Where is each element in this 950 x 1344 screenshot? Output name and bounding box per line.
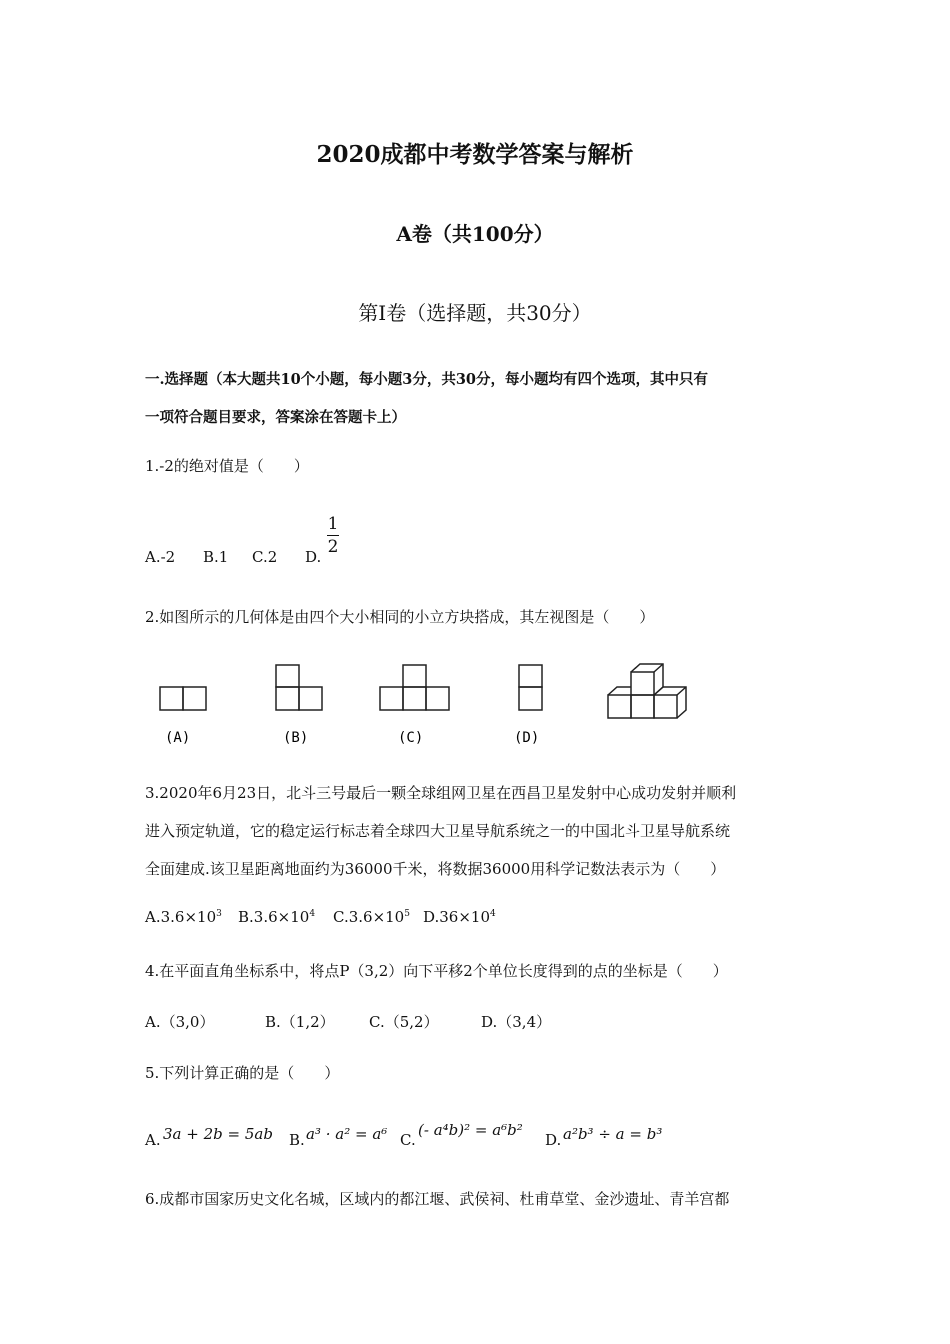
q2-figures xyxy=(150,660,710,755)
fraction-numerator: 1 xyxy=(327,514,339,534)
figure-c-label: (C) xyxy=(398,730,424,746)
q5-label-d: D. xyxy=(545,1131,562,1149)
question-1-stem: 1.-2的绝对值是（ ） xyxy=(145,457,309,475)
figure-a-label: (A) xyxy=(165,730,191,746)
q1-option-c: C.2 xyxy=(252,548,278,566)
q1-option-d: D. xyxy=(305,548,322,566)
figure-a-view xyxy=(160,687,206,710)
figure-c-view xyxy=(380,665,449,710)
q5-expr-a: 3a + 2b = 5ab xyxy=(163,1125,273,1143)
section-instruction-line2: 一项符合题目要求，答案涂在答题卡上） xyxy=(145,409,406,426)
question-1-options xyxy=(145,548,321,566)
question-3-line1: 3.2020年6月23日，北斗三号最后一颗全球组网卫星在西昌卫星发射中心成功发射并顺利 xyxy=(145,784,737,802)
q1-option-a: A.-2 xyxy=(145,548,176,566)
q4-option-a: A.（3,0） xyxy=(145,1013,215,1031)
fraction-bar xyxy=(327,535,339,536)
q5-label-a: A. xyxy=(145,1131,161,1149)
q5-label-c: C. xyxy=(400,1131,416,1149)
question-6-stem: 6.成都市国家历史文化名城，区域内的都江堰、武侯祠、杜甫草堂、金沙遗址、青羊宫都 xyxy=(145,1190,730,1208)
q4-option-d: D.（3,4） xyxy=(481,1013,552,1031)
question-3-line3: 全面建成.该卫星距离地面约为36000千米，将数据36000用科学记数法表示为（ ） xyxy=(145,860,726,878)
figure-b-view xyxy=(276,665,322,710)
question-2-stem: 2.如图所示的几何体是由四个大小相同的小立方块搭成，其左视图是（ ） xyxy=(145,608,655,626)
part-heading: 第I卷（选择题，共30分） xyxy=(358,301,592,325)
question-4-stem: 4.在平面直角坐标系中，将点P（3,2）向下平移2个单位长度得到的点的坐标是（ ） xyxy=(145,962,728,980)
q3-option-a: $A.3.6\times 10^3$ xyxy=(145,908,222,926)
question-4-options xyxy=(145,1011,551,1032)
paper-subtitle: A卷（共100分） xyxy=(396,222,554,246)
figure-d-view xyxy=(519,665,542,710)
q3-option-b: $B.3.6\times 10^4$ xyxy=(238,908,316,926)
section-instruction-line1: 一.选择题（本大题共10个小题，每小题3分，共30分，每小题均有四个选项，其中只有 xyxy=(145,371,708,388)
q1-option-b: B.1 xyxy=(203,548,229,566)
figure-b-label: (B) xyxy=(283,730,309,746)
fraction-denominator: 2 xyxy=(327,537,339,557)
q5-expr-b: a³ · a² = a⁶ xyxy=(306,1125,388,1143)
question-3-options xyxy=(145,908,496,926)
q4-option-b: B.（1,2） xyxy=(265,1013,335,1031)
q4-option-c: C.（5,2） xyxy=(369,1013,439,1031)
document-title: 2020成都中考数学答案与解析 xyxy=(316,141,634,168)
question-5-stem: 5.下列计算正确的是（ ） xyxy=(145,1064,340,1082)
q1-fraction xyxy=(326,514,340,557)
q5-expr-c: (- a⁴b)² = a⁶b² xyxy=(418,1121,523,1139)
q5-label-b: B. xyxy=(289,1131,305,1149)
figure-d-label: (D) xyxy=(514,730,540,746)
q5-expr-d: a²b³ ÷ a = b³ xyxy=(563,1125,663,1143)
solid-figure xyxy=(608,664,686,718)
q3-option-d: $D.36\times 10^4$ xyxy=(423,908,496,926)
q3-option-c: $C.3.6\times 10^5$ xyxy=(333,908,410,926)
question-3-line2: 进入预定轨道，它的稳定运行标志着全球四大卫星导航系统之一的中国北斗卫星导航系统 xyxy=(145,822,731,840)
